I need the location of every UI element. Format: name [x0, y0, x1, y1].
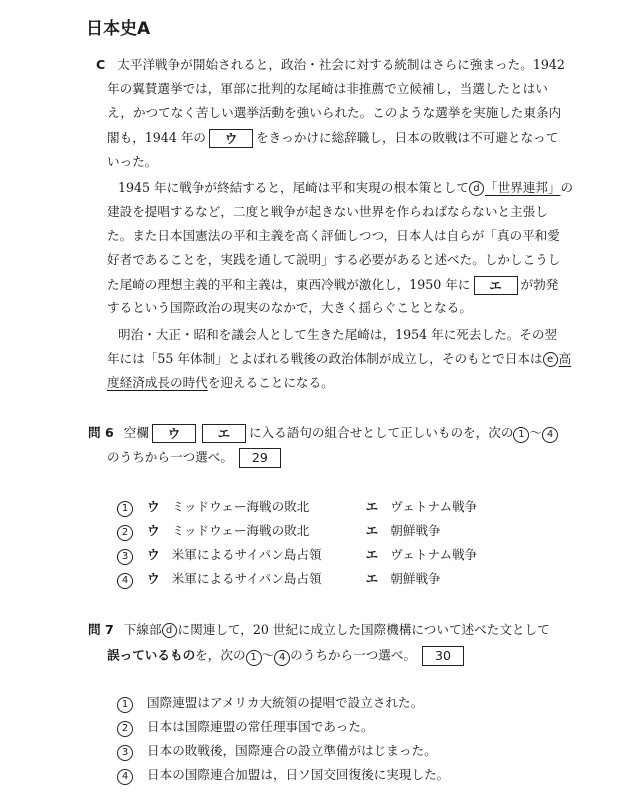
option-number-icon: 1 — [117, 501, 133, 517]
passage-line-9: 好者であることを，実践を通して説明」する必要があると述べた。しかしこうし — [107, 252, 561, 267]
q6-stem-line-1: 問 6 空欄 ウ エ に入る語句の組合せとして正しいものを，次の 1 〜 4 — [88, 424, 558, 443]
passage-line-2: 年の翼賛選挙では，軍部に批判的な尾崎は非推薦で立候補し，当選したとはい — [107, 81, 548, 96]
marker-d-icon: d — [162, 623, 177, 638]
option-number-icon: 2 — [117, 721, 133, 737]
q6-option-3[interactable]: 3 ウ 米軍によるサイパン島占領 エ ヴェトナム戦争 — [117, 544, 477, 565]
underline-high-growth: 高 — [558, 351, 572, 366]
range-end-icon: 4 — [542, 427, 558, 443]
q7-stem-line-2: 誤っているものを，次の 1 〜 4 のうちから一つ選べ。 30 — [107, 646, 464, 666]
passage-line-10: た尾崎の理想主義的平和主義は，東西冷戦が激化し，1950 年に エ が勃発 — [107, 277, 559, 293]
q6-box-e: エ — [202, 424, 246, 443]
q7-option-1[interactable]: 1 国際連盟はアメリカ大統領の提唱で設立された。 — [117, 692, 423, 713]
q6-box-u: ウ — [152, 424, 196, 443]
marker-e-icon: e — [543, 352, 558, 367]
blank-u-box: ウ — [209, 129, 253, 148]
option-number-icon: 3 — [117, 745, 133, 761]
passage-line-6: 1945 年に戦争が終結すると，尾崎は平和実現の根本策として d 「世界連邦」の — [118, 180, 574, 195]
underline-world-federation: 「世界連邦」 — [484, 180, 561, 195]
q7-option-2[interactable]: 2 日本は国際連盟の常任理事国であった。 — [117, 716, 374, 737]
range-start-icon: 1 — [513, 427, 529, 443]
passage-line-1: C 太平洋戦争が開始されると，政治・社会に対する統制はさらに強まった。1942 — [96, 57, 565, 72]
range-start-icon: 1 — [246, 650, 262, 666]
option-number-icon: 4 — [117, 573, 133, 589]
q7-stem-line-1: 問 7 下線部 d に関連して，20 世紀に成立した国際機構について述べた文として — [88, 622, 550, 637]
option-number-icon: 4 — [117, 769, 133, 785]
passage-line-3: え，かつてなく苦しい選挙活動を強いられた。このような選挙を実施した東条内 — [107, 105, 562, 120]
underline-high-growth-cont: 度経済成長の時代 — [107, 375, 208, 390]
option-number-icon: 1 — [117, 697, 133, 713]
range-end-icon: 4 — [274, 650, 290, 666]
blank-e-box: エ — [474, 276, 518, 295]
q6-option-2[interactable]: 2 ウ ミッドウェー海戦の敗北 エ 朝鮮戦争 — [117, 520, 441, 541]
marker-d-icon: d — [469, 181, 484, 196]
passage-line-8: た。また日本国憲法の平和主義を高く評価しつつ，日本人は自らが「真の平和愛 — [107, 228, 560, 243]
page-title: 日本史A — [86, 19, 151, 39]
q6-option-1[interactable]: 1 ウ ミッドウェー海戦の敗北 エ ヴェトナム戦争 — [117, 496, 477, 517]
q7-option-3[interactable]: 3 日本の敗戦後，国際連合の設立準備がはじまった。 — [117, 740, 437, 761]
passage-line-12: 明治・大正・昭和を議会人として生きた尾崎は，1954 年に死去した。その翌 — [118, 327, 558, 342]
section-label: C — [96, 57, 106, 72]
option-number-icon: 3 — [117, 549, 133, 565]
q6-stem-line-2: のうちから一つ選べ。 29 — [107, 448, 281, 468]
q7-answer-box[interactable]: 30 — [422, 646, 464, 666]
q6-label: 問 6 — [88, 425, 114, 440]
q7-option-4[interactable]: 4 日本の国際連合加盟は，日ソ国交回復後に実現した。 — [117, 764, 449, 785]
passage-line-11: するという国際政治の現実のなかで，大きく揺らぐこととなる。 — [107, 300, 472, 315]
q7-label: 問 7 — [88, 622, 114, 637]
option-number-icon: 2 — [117, 525, 133, 541]
passage-line-5: いった。 — [107, 154, 158, 169]
passage-line-13: 年には「55 年体制」とよばれる戦後の政治体制が成立し，そのもとで日本は e 高 — [107, 351, 572, 366]
q6-answer-box[interactable]: 29 — [239, 448, 281, 468]
passage-line-7: 建設を提唱するなど，二度と戦争が起きない世界を作らねばならないと主張し — [107, 204, 548, 219]
q6-option-4[interactable]: 4 ウ 米軍によるサイパン島占領 エ 朝鮮戦争 — [117, 568, 441, 589]
passage-line-14: 度経済成長の時代を迎えることになる。 — [107, 375, 334, 390]
passage-line-4: 閣も，1944 年の ウ をきっかけに総辞職し，日本の敗戦は不可避となって — [107, 130, 559, 146]
